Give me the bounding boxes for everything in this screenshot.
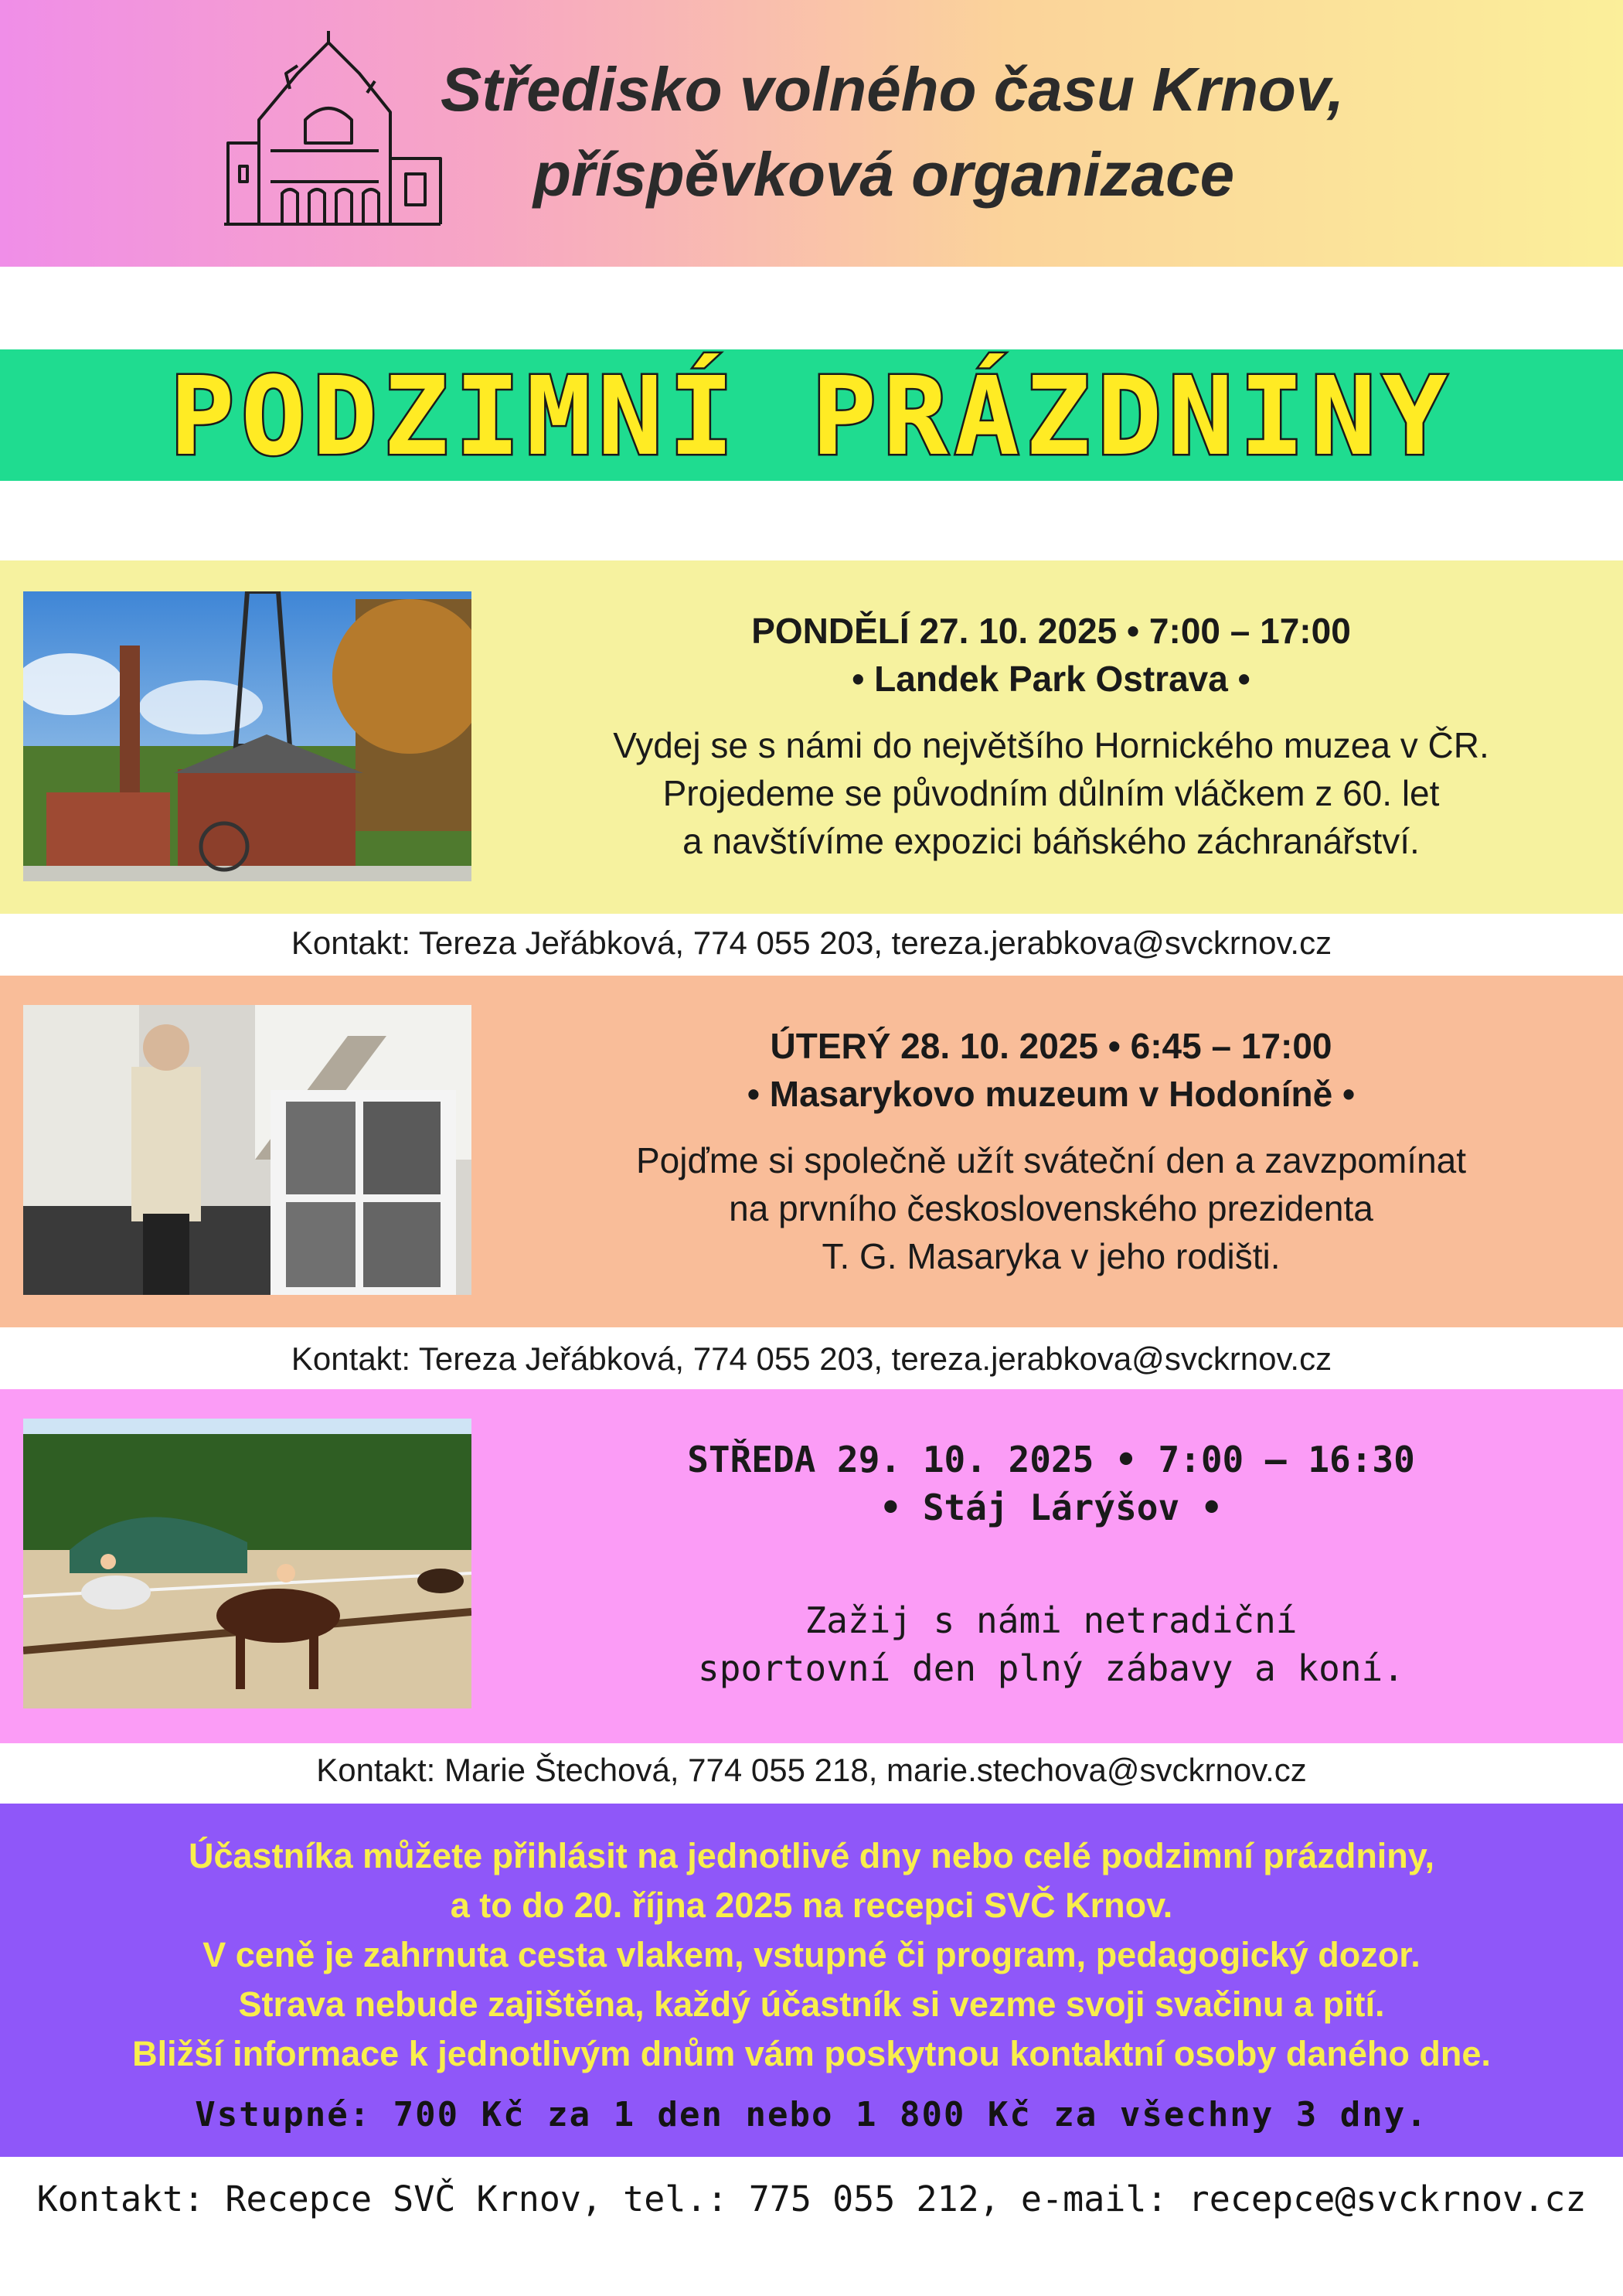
organization-name-line2: příspěvková organizace: [533, 140, 1235, 209]
event-monday: [0, 560, 1623, 914]
event-date: ÚTERÝ 28. 10. 2025 • 6:45 – 17:00: [770, 1026, 1332, 1066]
event-place: • Masarykovo muzeum v Hodoníně •: [747, 1074, 1356, 1114]
event-wednesday: [0, 1389, 1623, 1743]
event-description: [502, 1596, 1600, 1692]
organization-name-line1: Středisko volného času Krnov,: [441, 55, 1345, 124]
event-wednesday-contact: Kontakt: Marie Štechová, 774 055 218, marie.stechova@svckrnov.cz: [316, 1752, 1307, 1788]
event-date: PONDĚLÍ 27. 10. 2025 • 7:00 – 17:00: [751, 611, 1351, 651]
event-monday-text: [502, 607, 1600, 865]
description-line: Vydej se s námi do největšího Hornického muzea v ČR.: [613, 725, 1489, 765]
footer-contact: Kontakt: Recepce SVČ Krnov, tel.: 775 055 212, e-mail: recepce@svckrnov.cz: [36, 2178, 1587, 2219]
description-line: a navštívíme expozici báňského záchranářství.: [682, 821, 1420, 861]
description-line: na prvního československého prezidenta: [729, 1188, 1373, 1228]
landek-park-photo: [23, 591, 471, 881]
event-place: • Stáj Lárýšov •: [880, 1487, 1223, 1528]
event-description: [502, 721, 1600, 865]
event-tuesday-text: [502, 1022, 1600, 1280]
event-description: [502, 1136, 1600, 1280]
info-line: Strava nebude zajištěna, každý účastník si vezme svoji svačinu a pití.: [238, 1984, 1385, 2024]
stable-horses-photo: [23, 1419, 471, 1708]
masaryk-museum-photo: [23, 1005, 471, 1295]
price-line: Vstupné: 700 Kč za 1 den nebo 1 800 Kč za všechny 3 dny.: [195, 2095, 1428, 2134]
info-line: V ceně je zahrnuta cesta vlakem, vstupné či program, pedagogický dozor.: [202, 1935, 1421, 1974]
event-monday-contact: Kontakt: Tereza Jeřábková, 774 055 203, tereza.jerabkova@svckrnov.cz: [291, 925, 1332, 961]
description-line: Pojďme si společně užít sváteční den a zavzpomínat: [635, 1140, 1467, 1180]
description-line: Zažij s námi netradiční: [805, 1599, 1298, 1641]
info-line: Účastníka můžete přihlásit na jednotlivé dny nebo celé podzimní prázdniny,: [189, 1836, 1434, 1875]
info-line: a to do 20. října 2025 na recepci SVČ Krnov.: [450, 1886, 1173, 1925]
event-wednesday-text: [502, 1436, 1600, 1692]
building-logo-icon: [213, 27, 452, 236]
page-title: PODZIMNÍ PRÁZDNINY: [169, 354, 1454, 480]
info-line: Bližší informace k jednotlivým dnům vám poskytnou kontaktní osoby daného dne.: [132, 2034, 1491, 2073]
description-line: sportovní den plný zábavy a koní.: [698, 1647, 1404, 1689]
description-line: Projedeme se původním důlním vláčkem z 60. let: [662, 773, 1440, 813]
event-place: • Landek Park Ostrava •: [852, 659, 1250, 699]
description-line: T. G. Masaryka v jeho rodišti.: [822, 1236, 1281, 1276]
event-tuesday-contact: Kontakt: Tereza Jeřábková, 774 055 203, tereza.jerabkova@svckrnov.cz: [291, 1340, 1332, 1377]
event-tuesday: [0, 976, 1623, 1327]
event-date: STŘEDA 29. 10. 2025 • 7:00 – 16:30: [687, 1439, 1415, 1480]
